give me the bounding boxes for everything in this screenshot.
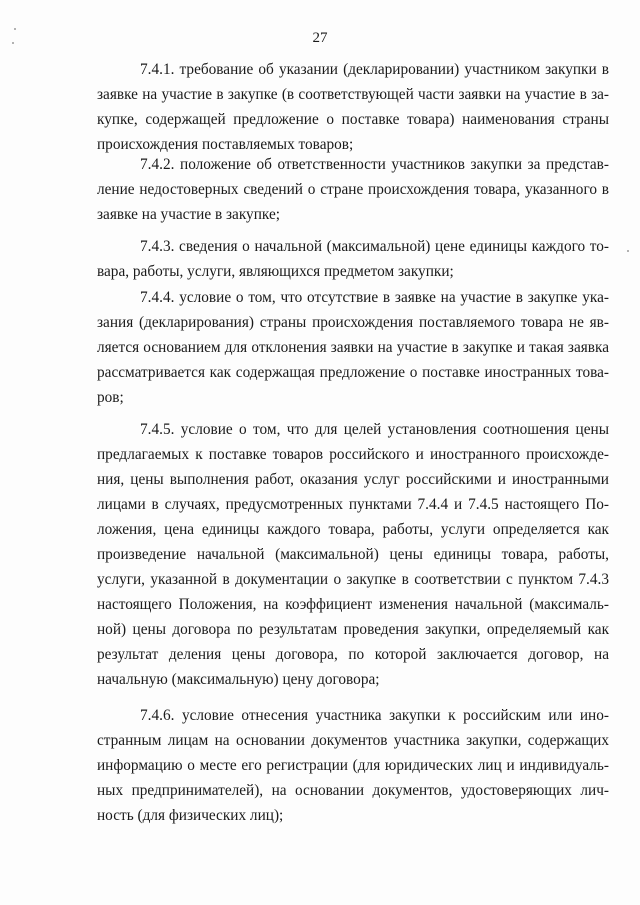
paragraph-7-4-6 [97, 703, 609, 828]
text-line: ных предпринимателей), на основании документов, удостоверяющих лич- [97, 782, 609, 799]
text-line: вара, работы, услуги, являющихся предметом закупки; [97, 263, 454, 280]
text-line: настоящего Положения, на коэффициент изменения начальной (максималь- [97, 596, 609, 613]
text-line: предлагаемых к поставке товаров российского и иностранного происхожде- [97, 446, 609, 463]
text-line: услуги, указанной в документации о закупке в соответствии с пунктом 7.4.3 [97, 571, 609, 588]
text-line: купке, содержащей предложение о поставке товара) наименования страны [97, 111, 609, 128]
text-line: заявке на участие в закупке; [97, 206, 280, 223]
text-line: ляется основанием для отклонения заявки на участие в закупке и такая заявка [97, 339, 609, 356]
text-line: произведение начальной (максимальной) цены единицы товара, работы, [97, 546, 609, 563]
text-line: странным лицам на основании документов участника закупки, содержащих [97, 732, 609, 749]
text-line: зания (декларирования) страны происхождения поставляемого товара не яв- [97, 314, 609, 331]
text-line: ность (для физических лиц); [97, 807, 284, 824]
text-line: 7.4.5. условие о том, что для целей установления соотношения цены [140, 421, 609, 438]
text-line: происхождения поставляемых товаров; [97, 136, 354, 153]
text-line: 7.4.1. требование об указании (декларировании) участником закупки в [140, 61, 609, 78]
text-line: 7.4.3. сведения о начальной (максимальной) цене единицы каждого то- [140, 238, 609, 255]
paragraph-7-4-5 [97, 417, 609, 692]
text-line: заявке на участие в закупке (в соответствующей части заявки на участие в за- [97, 86, 609, 103]
text-line: ление недостоверных сведений о стране происхождения товара, указанного в [97, 181, 609, 198]
scan-speck [14, 28, 16, 30]
scan-speck [12, 42, 14, 44]
text-line: лицами в случаях, предусмотренных пунктами 7.4.4 и 7.4.5 настоящего По- [97, 496, 609, 513]
scan-speck [627, 250, 629, 252]
text-line: 7.4.2. положение об ответственности участников закупки за представ- [140, 156, 609, 173]
page-number: 27 [312, 30, 328, 46]
paragraph-7-4-3 [97, 234, 609, 284]
text-line: ной) цены договора по результатам проведения закупки, определяемый как [97, 621, 609, 638]
text-line: рассматривается как содержащая предложение о поставке иностранных това- [97, 364, 609, 381]
text-line: информацию о месте его регистрации (для юридических лиц и индивидуаль- [97, 757, 609, 774]
text-line: ложения, цена единицы каждого товара, работы, услуги определяется как [97, 521, 609, 538]
text-line: 7.4.4. условие о том, что отсутствие в заявке на участие в закупке ука- [140, 289, 609, 306]
text-line: результат деления цены договора, по которой заключается договор, на [97, 646, 609, 663]
text-line: начальную (максимальную) цену договора; [97, 671, 380, 688]
paragraph-7-4-2 [97, 152, 609, 227]
text-line: 7.4.6. условие отнесения участника закупки к российским или ино- [140, 707, 609, 724]
text-line: ния, цены выполнения работ, оказания услуг российскими и иностранными [97, 471, 609, 488]
paragraph-7-4-4 [97, 285, 609, 410]
text-line: ров; [97, 389, 124, 406]
paragraph-7-4-1 [97, 57, 609, 157]
